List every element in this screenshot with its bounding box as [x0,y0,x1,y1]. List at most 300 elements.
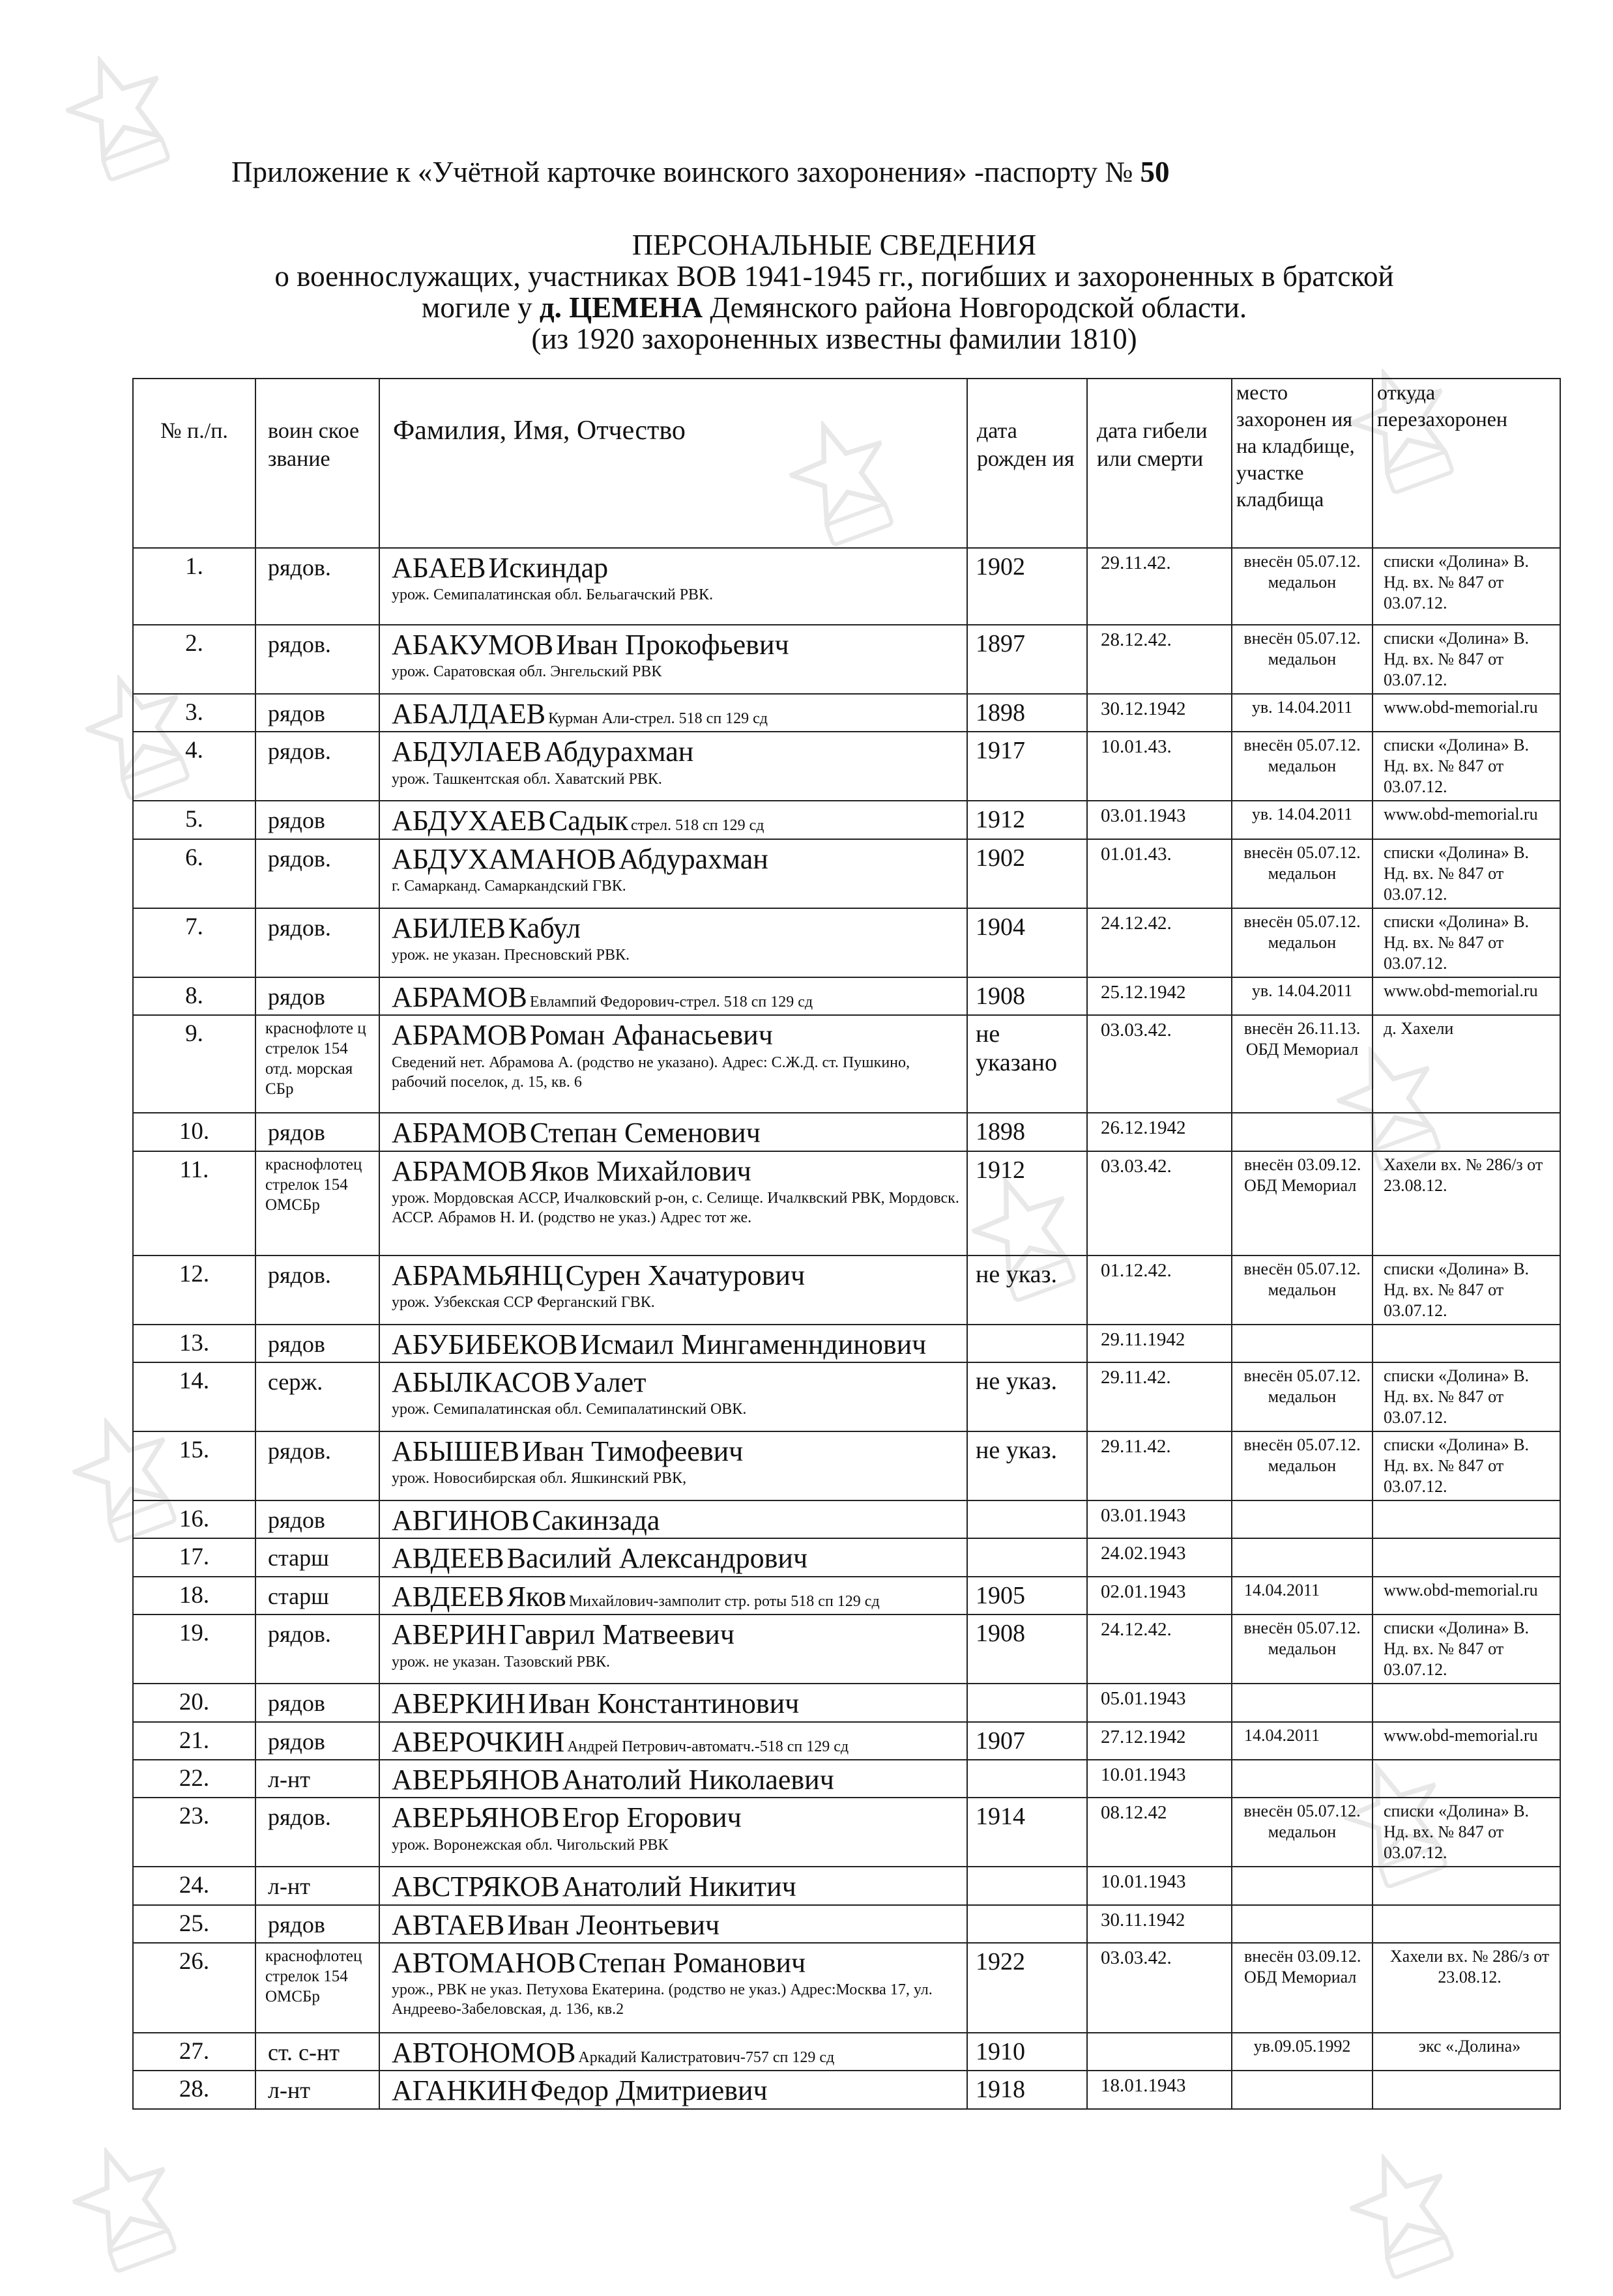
row-name [379,1722,967,1760]
document-heading [196,229,1473,354]
row-name [379,694,967,732]
row-number: 26. [133,1943,255,2033]
given-names: Кабул [508,911,581,944]
row-name [379,1577,967,1614]
surname: АВДЕЕВ [392,1542,504,1575]
col-header-name: Фамилия, Имя, Отчество [379,379,967,548]
given-names: Василий Александрович [506,1542,808,1575]
table-row [133,1431,1560,1500]
col-header-rank: воин ское звание [255,379,379,548]
row-reburied-from: списки «Долина» В. Нд. вх. № 847 от 03.07.12. [1373,1614,1560,1684]
row-birth-year [967,1905,1087,1943]
row-reburied-from: www.obd-memorial.ru [1373,1577,1560,1614]
row-number: 3. [133,694,255,732]
row-burial-place [1232,2071,1373,2108]
row-reburied-from [1373,1760,1560,1798]
table-row [133,694,1560,732]
table-row [133,1905,1560,1943]
burial-table [132,378,1561,2110]
table-row [133,1500,1560,1538]
row-birth-year: 1902 [967,548,1087,625]
row-rank: краснофлотец стрелок 154 ОМСБр [255,1943,379,2033]
row-death-date: 01.12.42. [1087,1256,1232,1325]
row-reburied-from: списки «Долина» В. Нд. вх. № 847 от 03.07.12. [1373,732,1560,801]
row-rank: рядов. [255,908,379,977]
row-rank: ст. с-нт [255,2033,379,2071]
row-reburied-from: www.obd-memorial.ru [1373,977,1560,1015]
row-number: 14. [133,1362,255,1431]
row-name [379,1905,967,1943]
row-rank: серж. [255,1362,379,1431]
given-names: Искиндар [488,552,609,584]
row-name [379,1015,967,1113]
surname: АБРАМОВ [392,981,527,1013]
row-birth-year: 1902 [967,839,1087,908]
row-death-date: 24.12.42. [1087,1614,1232,1684]
row-death-date: 10.01.43. [1087,732,1232,801]
row-burial-place: внесён 05.07.12. медальон [1232,1256,1373,1325]
heading-subtitle: о военнослужащих, участниках ВОВ 1941-1945 гг., погибших и захороненных в братской [274,260,1394,293]
given-names: Анатолий Николаевич [562,1763,834,1796]
surname: АВДЕЕВ [392,1580,504,1613]
row-birth-year: 1904 [967,908,1087,977]
row-burial-place: внесён 05.07.12. медальон [1232,839,1373,908]
row-rank: л-нт [255,2071,379,2108]
surname: АВЕРКИН [392,1687,526,1720]
row-rank: рядов [255,1684,379,1721]
row-reburied-from: списки «Долина» В. Нд. вх. № 847 от 03.07.12. [1373,1256,1560,1325]
row-birth-year: 1912 [967,1151,1087,1256]
passport-number: 50 [1140,156,1170,188]
row-number: 8. [133,977,255,1015]
surname: АБУБИБЕКОВ [392,1328,578,1360]
row-death-date: 26.12.1942 [1087,1113,1232,1151]
row-number: 4. [133,732,255,801]
surname: АВЕРОЧКИН [392,1725,565,1758]
row-death-date: 10.01.1943 [1087,1760,1232,1798]
row-burial-place: внесён 05.07.12. медальон [1232,908,1373,977]
surname: АБДУХАМАНОВ [392,842,617,875]
row-reburied-from: списки «Долина» В. Нд. вх. № 847 от 03.07.12. [1373,908,1560,977]
watermark-logo [52,39,188,195]
row-burial-place: внесён 05.07.12. медальон [1232,625,1373,694]
table-row [133,1256,1560,1325]
row-rank: рядов. [255,625,379,694]
row-death-date: 30.11.1942 [1087,1905,1232,1943]
row-birth-year: не указ. [967,1256,1087,1325]
row-death-date: 02.01.1943 [1087,1577,1232,1614]
surname: АВСТРЯКОВ [392,1871,560,1903]
row-rank: рядов [255,694,379,732]
row-number: 19. [133,1614,255,1684]
table-row [133,1151,1560,1256]
row-birth-year: 1910 [967,2033,1087,2071]
given-names: Садык [548,805,629,837]
row-reburied-from: www.obd-memorial.ru [1373,694,1560,732]
given-names: Сурен Хачатурович [565,1259,806,1291]
name-detail: г. Самарканд. Самаркандский ГВК. [392,878,626,895]
row-number: 24. [133,1867,255,1904]
row-name [379,1113,967,1151]
given-names: Исмаил Мингаменндинович [580,1328,927,1360]
table-row [133,1867,1560,1904]
row-name [379,1867,967,1904]
row-number: 9. [133,1015,255,1113]
row-death-date: 24.02.1943 [1087,1538,1232,1576]
row-reburied-from: д. Хахели [1373,1015,1560,1113]
row-death-date: 25.12.1942 [1087,977,1232,1015]
col-header-birth: дата рожден ия [967,379,1087,548]
row-death-date: 29.11.42. [1087,1431,1232,1500]
row-death-date: 28.12.42. [1087,625,1232,694]
row-birth-year: не указано [967,1015,1087,1113]
row-name [379,625,967,694]
heading-title: ПЕРСОНАЛЬНЫЕ СВЕДЕНИЯ [632,229,1037,261]
row-reburied-from: списки «Долина» В. Нд. вх. № 847 от 03.07.12. [1373,1798,1560,1867]
table-row [133,839,1560,908]
given-names: Федор Дмитриевич [530,2074,768,2107]
table-row [133,1113,1560,1151]
table-header-row [133,379,1560,548]
row-rank: л-нт [255,1867,379,1904]
row-burial-place [1232,1113,1373,1151]
row-burial-place: ув.09.05.1992 [1232,2033,1373,2071]
table-row [133,732,1560,801]
row-death-date: 29.11.42. [1087,548,1232,625]
row-death-date: 01.01.43. [1087,839,1232,908]
row-burial-place: внесён 26.11.13. ОБД Мемориал [1232,1015,1373,1113]
table-row [133,2071,1560,2108]
name-detail: урож. Узбекская ССР Ферганский ГВК. [392,1293,655,1311]
row-name [379,1256,967,1325]
name-inline-detail: Андрей Петрович-автоматч.-518 сп 129 сд [567,1738,849,1755]
name-inline-detail: стрел. 518 сп 129 сд [631,817,764,835]
table-row [133,1760,1560,1798]
row-reburied-from [1373,1905,1560,1943]
surname: АБРАМОВ [392,1117,527,1149]
row-rank: рядов. [255,548,379,625]
row-name [379,1151,967,1256]
row-name [379,1943,967,2033]
row-birth-year: 1918 [967,2071,1087,2108]
row-number: 27. [133,2033,255,2071]
row-rank: л-нт [255,1760,379,1798]
row-rank: рядов [255,1325,379,1362]
col-header-reburied-from: откуда перезахоронен [1373,379,1560,548]
row-burial-place: внесён 05.07.12. медальон [1232,1798,1373,1867]
row-birth-year [967,1684,1087,1721]
row-death-date: 08.12.42 [1087,1798,1232,1867]
row-rank: старш [255,1538,379,1576]
row-rank: рядов. [255,1798,379,1867]
row-birth-year [967,1500,1087,1538]
appendix-title [231,155,1339,189]
row-death-date: 30.12.1942 [1087,694,1232,732]
row-name [379,1362,967,1431]
watermark-logo [1336,2137,1472,2293]
row-death-date [1087,2033,1232,2071]
row-burial-place: ув. 14.04.2011 [1232,801,1373,839]
heading-location [196,292,1473,323]
heading-location-post: Демянского района Новгородской области. [710,291,1247,324]
row-reburied-from [1373,1684,1560,1721]
row-death-date: 18.01.1943 [1087,2071,1232,2108]
row-name [379,1760,967,1798]
row-number: 17. [133,1538,255,1576]
appendix-title-text: Приложение к «Учётной карточке воинского захоронения» -паспорту № [231,156,1133,188]
table-row [133,625,1560,694]
row-number: 10. [133,1113,255,1151]
watermark-logo [59,2131,195,2286]
table-row [133,1362,1560,1431]
surname: АВЕРЬЯНОВ [392,1801,560,1834]
row-birth-year: 1898 [967,694,1087,732]
row-burial-place: ув. 14.04.2011 [1232,977,1373,1015]
row-burial-place [1232,1905,1373,1943]
row-death-date: 27.12.1942 [1087,1722,1232,1760]
name-detail: урож. Ташкентская обл. Хаватский РВК. [392,770,662,788]
row-birth-year [967,1760,1087,1798]
row-rank: рядов [255,977,379,1015]
table-body [133,548,1560,2109]
row-burial-place: 14.04.2011 [1232,1577,1373,1614]
row-burial-place: ув. 14.04.2011 [1232,694,1373,732]
row-reburied-from: списки «Долина» В. Нд. вх. № 847 от 03.07.12. [1373,625,1560,694]
name-inline-detail: Евлампий Федорович-стрел. 518 сп 129 сд [529,993,813,1011]
row-number: 20. [133,1684,255,1721]
row-death-date: 10.01.1943 [1087,1867,1232,1904]
given-names: Яков [506,1580,566,1613]
table-row [133,1015,1560,1113]
row-name [379,732,967,801]
row-number: 7. [133,908,255,977]
table-row [133,1798,1560,1867]
row-birth-year: 1908 [967,1614,1087,1684]
row-reburied-from: экс «.Долина» [1373,2033,1560,2071]
surname: АБЫЛКАСОВ [392,1366,571,1398]
row-name [379,1614,967,1684]
row-number: 23. [133,1798,255,1867]
surname: АВТОМАНОВ [392,1947,576,1979]
name-detail: урож., РВК не указ. Петухова Екатерина. (родство не указ.) Адрес:Москва 17, ул. Андреево-Забеловская, д. 136, кв.2 [392,1981,933,2018]
surname: АБЫШЕВ [392,1435,520,1467]
row-death-date: 05.01.1943 [1087,1684,1232,1721]
surname: АВЕРИН [392,1618,507,1651]
row-reburied-from: Хахели вх. № 286/з от 23.08.12. [1373,1943,1560,2033]
row-rank: рядов [255,1905,379,1943]
name-detail: урож. Семипалатинская обл. Бельагачский РВК. [392,586,714,604]
given-names: Абдурахман [618,842,768,875]
row-burial-place [1232,1538,1373,1576]
table-row [133,1943,1560,2033]
surname: АБДУЛАЕВ [392,736,542,768]
row-number: 11. [133,1151,255,1256]
given-names: Сакинзада [532,1504,660,1536]
row-reburied-from [1373,1538,1560,1576]
name-detail: урож. Саратовская обл. Энгельский РВК [392,663,662,681]
col-header-burial-place: место захоронен ия на кладбище, участке кладбища [1232,379,1373,548]
row-burial-place: внесён 05.07.12. медальон [1232,1431,1373,1500]
row-rank: рядов. [255,1431,379,1500]
row-birth-year: 1912 [967,801,1087,839]
given-names: Абдурахман [544,736,694,768]
row-birth-year: не указ. [967,1362,1087,1431]
table-row [133,1722,1560,1760]
row-birth-year: 1897 [967,625,1087,694]
given-names: Роман Афанасьевич [529,1019,773,1052]
table-row [133,1577,1560,1614]
heading-location-pre: могиле у [421,291,532,324]
row-name [379,1431,967,1500]
table-row [133,908,1560,977]
row-name [379,908,967,977]
table-row [133,1684,1560,1721]
row-rank: рядов. [255,1256,379,1325]
given-names: Уалет [573,1366,647,1398]
surname: АБРАМОВ [392,1019,527,1052]
row-number: 12. [133,1256,255,1325]
name-inline-detail: Михайлович-замполит стр. роты 518 сп 129 сд [568,1592,880,1610]
given-names: Степан Романович [578,1947,806,1979]
row-death-date: 29.11.42. [1087,1362,1232,1431]
row-name [379,2033,967,2071]
row-reburied-from: списки «Долина» В. Нд. вх. № 847 от 03.07.12. [1373,1431,1560,1500]
table-row [133,2033,1560,2071]
row-number: 2. [133,625,255,694]
row-death-date: 29.11.1942 [1087,1325,1232,1362]
row-rank: рядов [255,1722,379,1760]
row-number: 18. [133,1577,255,1614]
row-burial-place [1232,1684,1373,1721]
given-names: Иван Константинович [528,1687,800,1720]
heading-count: (из 1920 захороненных известны фамилии 1810) [531,323,1137,355]
row-number: 1. [133,548,255,625]
row-reburied-from: списки «Долина» В. Нд. вх. № 847 от 03.07.12. [1373,839,1560,908]
row-death-date: 03.01.1943 [1087,801,1232,839]
row-number: 25. [133,1905,255,1943]
name-inline-detail: Аркадий Калистратович-757 сп 129 сд [578,2049,835,2067]
row-number: 13. [133,1325,255,1362]
row-birth-year [967,1867,1087,1904]
row-name [379,2071,967,2108]
col-header-death: дата гибели или смерти [1087,379,1232,548]
surname: АВТОНОМОВ [392,2037,576,2069]
row-reburied-from: списки «Долина» В. Нд. вх. № 847 от 03.07.12. [1373,1362,1560,1431]
given-names: Анатолий Никитич [562,1871,796,1903]
given-names: Гаврил Матвеевич [509,1618,734,1651]
name-detail: урож. Воронежская обл. Чигольский РВК [392,1836,669,1854]
row-name [379,839,967,908]
row-number: 28. [133,2071,255,2108]
row-burial-place: внесён 05.07.12. медальон [1232,732,1373,801]
row-death-date: 03.01.1943 [1087,1500,1232,1538]
row-birth-year: не указ. [967,1431,1087,1500]
row-burial-place: 14.04.2011 [1232,1722,1373,1760]
row-reburied-from [1373,1325,1560,1362]
table-row [133,1538,1560,1576]
row-death-date: 03.03.42. [1087,1015,1232,1113]
row-rank: рядов. [255,1614,379,1684]
row-birth-year: 1908 [967,977,1087,1015]
surname: АВТАЕВ [392,1908,505,1941]
row-birth-year: 1907 [967,1722,1087,1760]
row-birth-year: 1905 [967,1577,1087,1614]
heading-village: д. ЦЕМЕНА [539,291,703,324]
name-inline-detail: Курман Али-стрел. 518 сп 129 сд [548,710,768,727]
row-burial-place: внесён 05.07.12. медальон [1232,1362,1373,1431]
given-names: Степан Семенович [529,1117,761,1149]
row-rank: рядов [255,801,379,839]
name-detail: Сведений нет. Абрамова А. (родство не указано). Адрес: С.Ж.Д. ст. Пушкино, рабочий поселок, д. 15, кв. 6 [392,1054,910,1091]
table-row [133,1614,1560,1684]
given-names: Яков Михайлович [529,1155,751,1187]
row-number: 5. [133,801,255,839]
row-rank: рядов. [255,839,379,908]
given-names: Иван Тимофеевич [522,1435,744,1467]
row-burial-place: внесён 05.07.12. медальон [1232,548,1373,625]
row-birth-year: 1917 [967,732,1087,801]
row-name [379,801,967,839]
row-birth-year: 1922 [967,1943,1087,2033]
row-reburied-from [1373,1113,1560,1151]
name-detail: урож. не указан. Пресновский РВК. [392,947,630,964]
row-rank: рядов. [255,732,379,801]
row-birth-year [967,1538,1087,1576]
surname: АГАНКИН [392,2074,528,2107]
row-burial-place: внесён 03.09.12. ОБД Мемориал [1232,1151,1373,1256]
row-reburied-from: www.obd-memorial.ru [1373,1722,1560,1760]
surname: АВЕРЬЯНОВ [392,1763,560,1796]
name-detail: урож. не указан. Тазовский РВК. [392,1653,611,1671]
surname: АБРАМОВ [392,1155,527,1187]
row-rank: краснофлоте ц стрелок 154 отд. морская СБр [255,1015,379,1113]
row-number: 22. [133,1760,255,1798]
row-burial-place [1232,1760,1373,1798]
name-detail: урож. Новосибирская обл. Яшкинский РВК, [392,1470,687,1487]
row-death-date: 03.03.42. [1087,1151,1232,1256]
table-row [133,977,1560,1015]
row-name [379,977,967,1015]
row-rank: краснофлотец стрелок 154 ОМСБр [255,1151,379,1256]
table-row [133,801,1560,839]
row-name [379,548,967,625]
row-birth-year: 1898 [967,1113,1087,1151]
row-death-date: 03.03.42. [1087,1943,1232,2033]
row-name [379,1798,967,1867]
row-reburied-from [1373,1867,1560,1904]
row-death-date: 24.12.42. [1087,908,1232,977]
table-row [133,1325,1560,1362]
given-names: Иван Прокофьевич [556,629,789,661]
row-rank: рядов [255,1500,379,1538]
row-burial-place: внесён 03.09.12. ОБД Мемориал [1232,1943,1373,2033]
given-names: Егор Егорович [562,1801,742,1834]
row-name [379,1500,967,1538]
surname: АБИЛЕВ [392,911,506,944]
row-number: 6. [133,839,255,908]
row-birth-year [967,1325,1087,1362]
row-reburied-from: списки «Долина» В. Нд. вх. № 847 от 03.07.12. [1373,548,1560,625]
row-rank: старш [255,1577,379,1614]
row-burial-place [1232,1325,1373,1362]
table-row [133,548,1560,625]
surname: АВГИНОВ [392,1504,530,1536]
surname: АБРАМЬЯНЦ [392,1259,563,1291]
row-reburied-from: www.obd-memorial.ru [1373,801,1560,839]
row-name [379,1538,967,1576]
row-birth-year: 1914 [967,1798,1087,1867]
row-name [379,1684,967,1721]
